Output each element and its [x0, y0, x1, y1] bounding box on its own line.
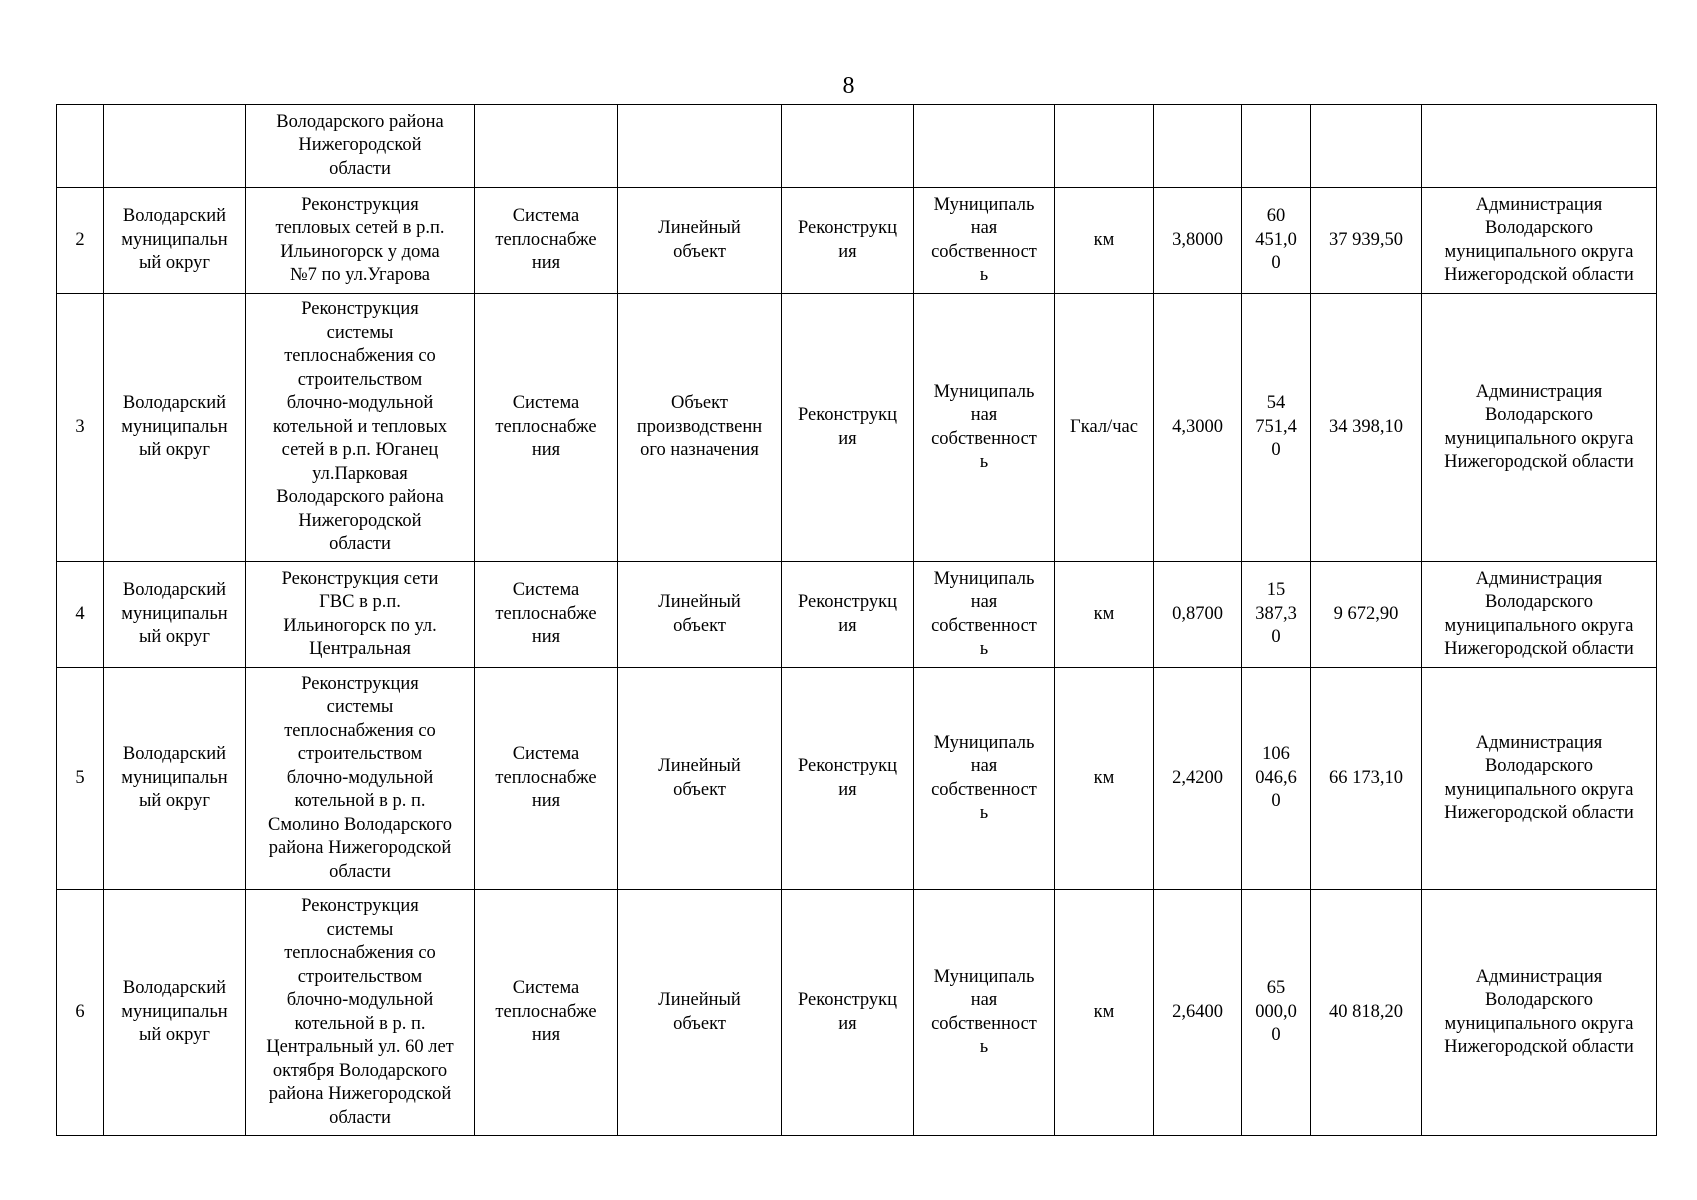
work-type-cell: Реконструкц ия — [782, 294, 914, 562]
unit-cell — [1055, 105, 1154, 188]
name-cell: Реконструкция системы теплоснабжения со строительством блочно-модульной котельной и тепловых сетей в р.п. Юганец ул.Парковая Володарского района Нижегородской области — [246, 294, 475, 562]
responsible-cell: Администрация Володарского муниципального округа Нижегородской области — [1422, 562, 1657, 668]
name-cell: Реконструкция системы теплоснабжения со строительством блочно-модульной котельной в р. п. Смолино Володарского района Нижегородской области — [246, 668, 475, 890]
cost-cell: 106 046,6 0 — [1242, 668, 1311, 890]
num-cell — [57, 105, 104, 188]
district-cell: Володарский муниципальн ый округ — [104, 562, 246, 668]
object-type-cell: Объект производственн ого назначения — [618, 294, 782, 562]
amount-cell: 34 398,10 — [1311, 294, 1422, 562]
ownership-cell: Муниципаль ная собственност ь — [914, 668, 1055, 890]
amount-cell: 40 818,20 — [1311, 890, 1422, 1136]
amount-cell: 37 939,50 — [1311, 188, 1422, 294]
unit-cell: Гкал/час — [1055, 294, 1154, 562]
table-row — [57, 294, 1657, 562]
capacity-cell: 0,8700 — [1154, 562, 1242, 668]
district-cell: Володарский муниципальн ый округ — [104, 668, 246, 890]
work-type-cell: Реконструкц ия — [782, 562, 914, 668]
object-type-cell — [618, 105, 782, 188]
responsible-cell: Администрация Володарского муниципального округа Нижегородской области — [1422, 668, 1657, 890]
capacity-cell: 3,8000 — [1154, 188, 1242, 294]
object-type-cell: Линейный объект — [618, 668, 782, 890]
work-type-cell: Реконструкц ия — [782, 188, 914, 294]
capacity-cell: 4,3000 — [1154, 294, 1242, 562]
unit-cell: км — [1055, 562, 1154, 668]
capacity-cell — [1154, 105, 1242, 188]
ownership-cell — [914, 105, 1055, 188]
name-cell: Реконструкция системы теплоснабжения со строительством блочно-модульной котельной в р. п. Центральный ул. 60 лет октября Володарского района Нижегородской области — [246, 890, 475, 1136]
system-cell: Система теплоснабже ния — [475, 294, 618, 562]
object-type-cell: Линейный объект — [618, 890, 782, 1136]
work-type-cell — [782, 105, 914, 188]
ownership-cell: Муниципаль ная собственност ь — [914, 890, 1055, 1136]
amount-cell — [1311, 105, 1422, 188]
cost-cell: 15 387,3 0 — [1242, 562, 1311, 668]
responsible-cell: Администрация Володарского муниципального округа Нижегородской области — [1422, 890, 1657, 1136]
cost-cell: 65 000,0 0 — [1242, 890, 1311, 1136]
num-cell: 4 — [57, 562, 104, 668]
district-cell: Володарский муниципальн ый округ — [104, 188, 246, 294]
work-type-cell: Реконструкц ия — [782, 668, 914, 890]
capacity-cell: 2,4200 — [1154, 668, 1242, 890]
work-type-cell: Реконструкц ия — [782, 890, 914, 1136]
num-cell: 3 — [57, 294, 104, 562]
ownership-cell: Муниципаль ная собственност ь — [914, 562, 1055, 668]
district-cell: Володарский муниципальн ый округ — [104, 294, 246, 562]
table-row — [57, 668, 1657, 890]
table-row — [57, 890, 1657, 1136]
name-cell: Реконструкция сети ГВС в р.п. Ильиногорск по ул. Центральная — [246, 562, 475, 668]
name-cell: Реконструкция тепловых сетей в р.п. Ильиногорск у дома №7 по ул.Угарова — [246, 188, 475, 294]
unit-cell: км — [1055, 890, 1154, 1136]
system-cell: Система теплоснабже ния — [475, 668, 618, 890]
system-cell — [475, 105, 618, 188]
district-cell — [104, 105, 246, 188]
ownership-cell: Муниципаль ная собственност ь — [914, 294, 1055, 562]
amount-cell: 66 173,10 — [1311, 668, 1422, 890]
district-cell: Володарский муниципальн ый округ — [104, 890, 246, 1136]
cost-cell: 60 451,0 0 — [1242, 188, 1311, 294]
system-cell: Система теплоснабже ния — [475, 188, 618, 294]
unit-cell: км — [1055, 668, 1154, 890]
cost-cell — [1242, 105, 1311, 188]
table-row — [57, 188, 1657, 294]
ownership-cell: Муниципаль ная собственност ь — [914, 188, 1055, 294]
responsible-cell: Администрация Володарского муниципального округа Нижегородской области — [1422, 188, 1657, 294]
unit-cell: км — [1055, 188, 1154, 294]
num-cell: 6 — [57, 890, 104, 1136]
system-cell: Система теплоснабже ния — [475, 890, 618, 1136]
table-row — [57, 562, 1657, 668]
object-type-cell: Линейный объект — [618, 188, 782, 294]
amount-cell: 9 672,90 — [1311, 562, 1422, 668]
num-cell: 2 — [57, 188, 104, 294]
name-cell: Володарского района Нижегородской области — [246, 105, 475, 188]
system-cell: Система теплоснабже ния — [475, 562, 618, 668]
object-type-cell: Линейный объект — [618, 562, 782, 668]
page-number: 8 — [842, 73, 855, 99]
cost-cell: 54 751,4 0 — [1242, 294, 1311, 562]
capacity-cell: 2,6400 — [1154, 890, 1242, 1136]
investment-table — [56, 104, 1657, 1136]
table-row — [57, 105, 1657, 188]
responsible-cell — [1422, 105, 1657, 188]
num-cell: 5 — [57, 668, 104, 890]
responsible-cell: Администрация Володарского муниципального округа Нижегородской области — [1422, 294, 1657, 562]
